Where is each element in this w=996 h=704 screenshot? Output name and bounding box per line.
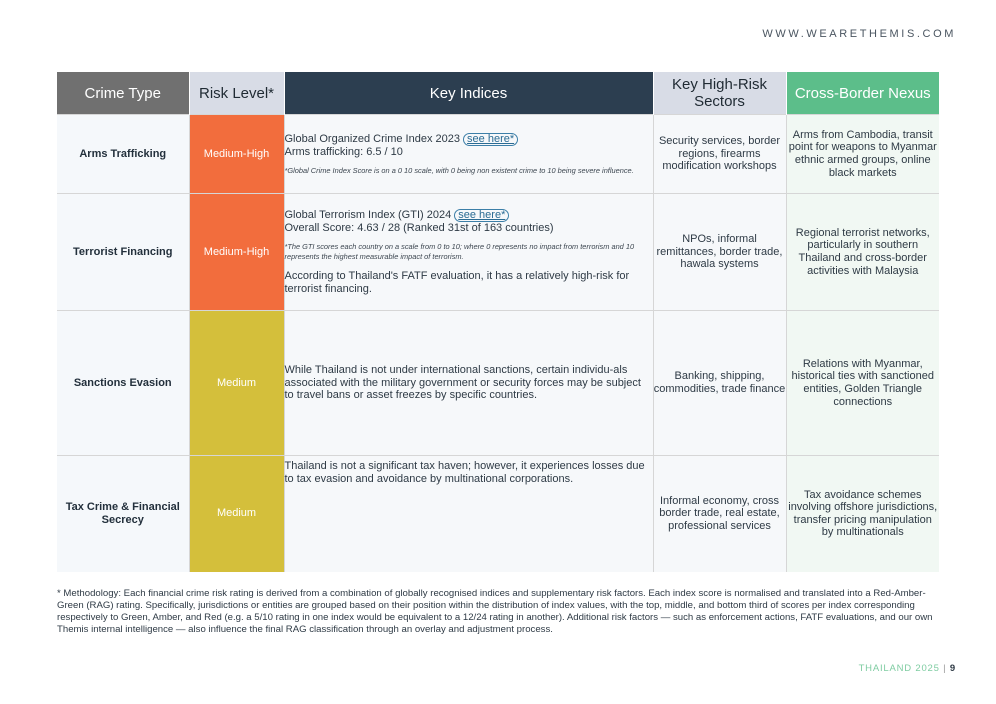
header-key-indices: Key Indices bbox=[284, 72, 653, 115]
see-here-link[interactable]: see here* bbox=[454, 209, 509, 222]
index-note: *Global Crime Index Score is on a 0 10 scale, with 0 being non existent crime to 10 being severe influence. bbox=[284, 166, 634, 176]
index-line bbox=[285, 133, 653, 146]
page-footer bbox=[859, 663, 956, 674]
risk-table bbox=[57, 72, 939, 572]
nexus-cell: Relations with Myanmar, historical ties with sanctioned entities, Golden Triangle connections bbox=[786, 311, 939, 456]
index-extra: According to Thailand's FATF evaluation, it has a relatively high-risk for terrorist financing. bbox=[284, 270, 630, 295]
footer-label: THAILAND 2025 bbox=[858, 663, 940, 674]
key-indices-cell bbox=[284, 115, 653, 194]
nexus-cell: Tax avoidance schemes involving offshore jurisdictions, transfer pricing manipulation by multinationals bbox=[786, 456, 939, 572]
sectors-cell: Security services, border regions, firearms modification workshops bbox=[653, 115, 786, 194]
nexus-cell: Regional terrorist networks, particularly in southern Thailand and cross-border activities with Malaysia bbox=[786, 194, 939, 311]
table-row bbox=[57, 194, 939, 311]
see-here-link[interactable]: see here* bbox=[463, 133, 518, 146]
index-title: Global Terrorism Index (GTI) 2024 bbox=[284, 208, 452, 221]
table-row bbox=[57, 115, 939, 194]
sectors-cell: Informal economy, cross border trade, real estate, professional services bbox=[653, 456, 786, 572]
index-note: *The GTI scores each country on a scale from 0 to 10; where 0 represents no impact from terrorism and 10 represents the highest measurable impact of terrorism. bbox=[284, 242, 635, 261]
methodology-footnote: * Methodology: Each financial crime risk rating is derived from a combination of globally recognised indices and supplementary risk factors. Each index score is normalised and translated into a Red-Amber-Green (RAG) rating. Specifically, jurisdictions or entities are grouped based on their position within the distribution of index values, with the top, middle, and bottom third of scores per index corresponding respectively to Green, Amber, and Red (e.g. a 5/10 rating in one index would be equivalent to a 12/24 rating in another). Additional risk factors — such as enforcement actions, FATF evaluations, and our own Themis internal intelligence — also influence the final RAG classification through an overlay and adjustment process. bbox=[57, 588, 933, 635]
index-score: Arms trafficking: 6.5 / 10 bbox=[284, 145, 403, 158]
key-indices-cell: While Thailand is not under international sanctions, certain individu-als associated with the military government or security forces may be subject to travel bans or asset freezes by specific countries. bbox=[284, 311, 653, 456]
header-risk-level: Risk Level* bbox=[189, 72, 284, 115]
footer-separator: | bbox=[943, 663, 947, 674]
risk-level-cell: Medium bbox=[189, 456, 284, 572]
risk-level-cell: Medium-High bbox=[189, 115, 284, 194]
index-score: Overall Score: 4.63 / 28 (Ranked 31st of 163 countries) bbox=[284, 221, 554, 234]
crime-type-cell: Sanctions Evasion bbox=[57, 311, 189, 456]
key-indices-cell: Thailand is not a significant tax haven; however, it experiences losses due to tax evasion and avoidance by multinational corporations. bbox=[284, 456, 653, 572]
site-url: WWW.WEARETHEMIS.COM bbox=[762, 28, 956, 40]
table-row bbox=[57, 456, 939, 572]
index-title: Global Organized Crime Index 2023 bbox=[284, 132, 460, 145]
key-indices-cell bbox=[284, 194, 653, 311]
crime-type-cell: Terrorist Financing bbox=[57, 194, 189, 311]
risk-level-cell: Medium bbox=[189, 311, 284, 456]
page-number: 9 bbox=[949, 663, 956, 674]
header-crime-type: Crime Type bbox=[57, 72, 189, 115]
crime-type-cell: Arms Trafficking bbox=[57, 115, 189, 194]
table-header-row bbox=[57, 72, 939, 115]
nexus-cell: Arms from Cambodia, transit point for weapons to Myanmar ethnic armed groups, online black markets bbox=[786, 115, 939, 194]
crime-type-cell: Tax Crime & Financial Secrecy bbox=[57, 456, 189, 572]
header-nexus: Cross-Border Nexus bbox=[786, 72, 939, 115]
table-row bbox=[57, 311, 939, 456]
header-sectors: Key High-Risk Sectors bbox=[653, 72, 786, 115]
risk-level-cell: Medium-High bbox=[189, 194, 284, 311]
sectors-cell: NPOs, informal remittances, border trade, hawala systems bbox=[653, 194, 786, 311]
index-line bbox=[285, 209, 653, 222]
sectors-cell: Banking, shipping, commodities, trade finance bbox=[653, 311, 786, 456]
